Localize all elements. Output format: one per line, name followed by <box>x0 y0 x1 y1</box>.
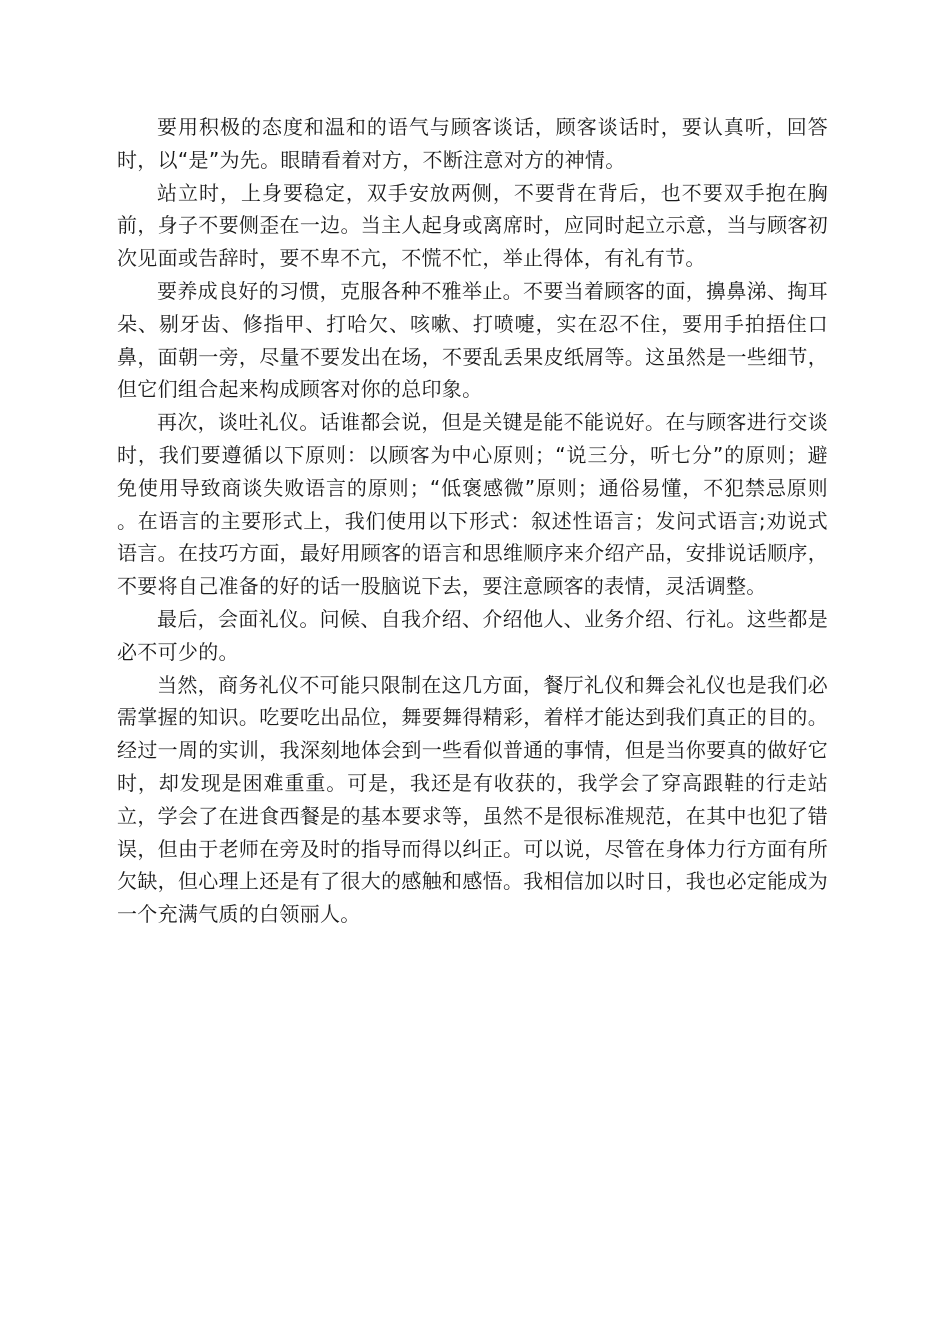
paragraph-attitude: 要用积极的态度和温和的语气与顾客谈话，顾客谈话时，要认真听，回答时，以“是”为先。眼睛看着对方，不断注意对方的神情。 <box>117 115 828 172</box>
document-body <box>117 111 828 931</box>
paragraph-posture: 站立时，上身要稳定，双手安放两侧，不要背在背后，也不要双手抱在胸前，身子不要侧歪在一边。当主人起身或离席时，应同时起立示意，当与顾客初次见面或告辞时，要不卑不亢，不慌不忙，举止得体，有礼有节。 <box>117 180 828 271</box>
paragraph-meeting-etiquette: 最后，会面礼仪。问候、自我介绍、介绍他人、业务介绍、行礼。这些都是必不可少的。 <box>117 606 828 664</box>
paragraph-speech-etiquette: 再次，谈吐礼仪。话谁都会说，但是关键是能不能说好。在与顾客进行交谈时，我们要遵循以下原则：以顾客为中心原则；“说三分，听七分”的原则；避免使用导致商谈失败语言的原则；“低褒感微”原则；通俗易懂，不犯禁忌原则 。在语言的主要形式上，我们使用以下形式：叙述性语言；发问式语言;劝说式语言。在技巧方面，最好用顾客的语言和思维顺序来介绍产品，安排说话顺序，不要将自己准备的好的话一股脑说下去，要注意顾客的表情，灵活调整。 <box>117 410 828 599</box>
paragraph-habits: 要养成良好的习惯，克服各种不雅举止。不要当着顾客的面，擤鼻涕、掏耳朵、剔牙齿、修指甲、打哈欠、咳嗽、打喷嚏，实在忍不住，要用手拍捂住口鼻，面朝一旁，尽量不要发出在场，不要乱丢果皮纸屑等。这虽然是一些细节，但它们组合起来构成顾客对你的总印象。 <box>117 278 828 402</box>
paragraph-conclusion: 当然，商务礼仪不可能只限制在这几方面，餐厅礼仪和舞会礼仪也是我们必需掌握的知识。吃要吃出品位，舞要舞得精彩，着样才能达到我们真正的目的。经过一周的实训，我深刻地体会到一些看似普通的事情，但是当你要真的做好它时，却发现是困难重重。可是，我还是有收获的，我学会了穿高跟鞋的行走站立，学会了在进食西餐是的基本要求等，虽然不是很标准规范，在其中也犯了错误，但由于老师在旁及时的指导而得以纠正。可以说，尽管在身体力行方面有所欠缺，但心理上还是有了很大的感触和感悟。我相信加以时日，我也必定能成为一个充满气质的白领丽人。 <box>117 672 828 927</box>
